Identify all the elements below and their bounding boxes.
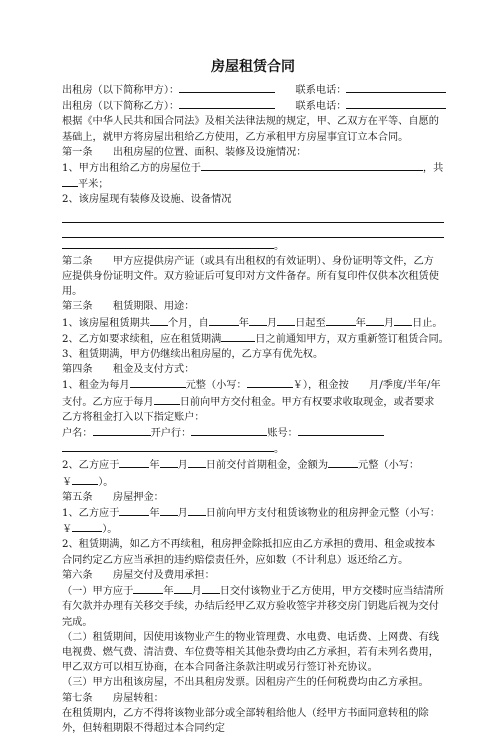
t: 个月，自 <box>167 317 209 329</box>
lessor-name-field[interactable] <box>179 82 275 93</box>
t: 年 <box>163 586 174 598</box>
first-rent-figure-field[interactable] <box>72 474 98 485</box>
t: ￥ <box>62 524 73 536</box>
art3-item3: 3、租赁期满，甲方仍继续出租房屋的，乙方享有优先权。 <box>62 349 324 361</box>
handover-month-field[interactable] <box>174 583 192 594</box>
first-rent-year-field[interactable] <box>119 457 149 468</box>
rent-due-day-field[interactable] <box>154 394 180 405</box>
t: 1、该房屋租赁期共 <box>62 317 150 329</box>
t: 开户行： <box>150 428 192 440</box>
t: 日起至 <box>295 317 326 329</box>
deposit-figure-field[interactable] <box>72 521 102 532</box>
rent-figure-field[interactable] <box>247 377 293 388</box>
lessor-label: 出租房（以下简称甲方）： <box>62 85 180 96</box>
t: 2、乙方如要求续租，应在租赁期满 <box>62 333 222 345</box>
contract-title: 房屋租赁合同 <box>211 59 295 75</box>
bank-field[interactable] <box>191 425 267 436</box>
start-year-field[interactable] <box>209 315 239 326</box>
handover-day-field[interactable] <box>202 583 220 594</box>
t: 日之前通知甲方，双方重新签订租赁合同。 <box>255 333 449 345</box>
house-location-field[interactable] <box>201 160 423 171</box>
area-unit: 平米； <box>78 179 109 191</box>
account-extra-field[interactable] <box>62 441 274 452</box>
contract-page <box>62 56 451 736</box>
handover-year-field[interactable] <box>133 583 163 594</box>
account-line <box>62 425 444 441</box>
lease-months-field[interactable] <box>150 315 168 326</box>
start-day-field[interactable] <box>277 315 295 326</box>
account-name-field[interactable] <box>93 425 151 436</box>
rent-amount-field[interactable] <box>130 377 186 388</box>
start-month-field[interactable] <box>249 315 267 326</box>
t: 元整（小写： <box>358 460 420 472</box>
first-rent-amount-field[interactable] <box>328 457 358 468</box>
lessee-phone-field[interactable] <box>346 98 446 109</box>
t: 年 <box>149 508 160 520</box>
fittings-line-3 <box>62 238 444 254</box>
art2: 第二条 甲方应提供房产证（或具有出租权的有效证明）、身份证明等文件，乙方应提供身份证明文件。双方验证后可复印对方文件备存。所有复印件仅供本次租赁使用。 <box>62 255 439 298</box>
t: 户名： <box>62 428 93 440</box>
art1-item1-area <box>62 176 444 192</box>
t: 2、乙方应于 <box>62 460 120 472</box>
t: ）。 <box>98 476 114 488</box>
t: 月 <box>383 317 395 329</box>
deposit-month-field[interactable] <box>160 505 178 516</box>
t: ￥），租金按 月/季度/半年/年 支付。乙方应于每月 <box>62 380 451 408</box>
art5-item1-b <box>62 521 444 537</box>
t: 月 <box>266 317 278 329</box>
t: 1、乙方应于 <box>62 508 120 520</box>
lessee-label: 出租房（以下简称乙方）： <box>62 101 180 113</box>
first-rent-month-field[interactable] <box>160 457 178 468</box>
t: 日前交付首期租金，金额为 <box>205 460 329 472</box>
art4-item2 <box>62 457 444 473</box>
lessee-phone-label: 联系电话： <box>295 101 347 113</box>
t: 1、租金为每月 <box>62 380 130 392</box>
house-area-field[interactable] <box>62 176 78 187</box>
deposit-year-field[interactable] <box>119 505 149 516</box>
t: 账号： <box>267 428 298 440</box>
art1-item1-text2: ，共 <box>422 163 444 175</box>
fittings-line-2[interactable] <box>62 223 444 238</box>
fittings-end: 。 <box>274 240 285 252</box>
lessee-line <box>62 98 444 114</box>
art7-body: 在租赁期内，乙方不得将该物业部分或全部转租给他人（经甲方书面同意转租的除外，但转租期限不得超过本合同约定 <box>62 707 429 734</box>
fittings-field-3[interactable] <box>62 238 274 249</box>
end-year-field[interactable] <box>326 315 356 326</box>
first-rent-day-field[interactable] <box>188 457 206 468</box>
t: 月 <box>177 508 188 520</box>
t: 元整（小写： <box>185 380 247 392</box>
t: 年 <box>355 317 366 329</box>
art3-item1 <box>62 315 444 331</box>
t: 日交付该物业于乙方使用，甲方交楼时应当结清所有欠款并办理有关移交手续，办结后经甲乙双方验收签字并移交房门钥匙后视为交付完成。 <box>62 586 444 628</box>
art5-heading: 第五条 房屋押金： <box>62 491 164 503</box>
art1-item2: 2、该房屋现有装修及设施、设备情况 <box>62 194 232 206</box>
art3-heading: 第三条 租赁期限、用途： <box>62 301 195 313</box>
art5-item2: 2、租赁期满，如乙方不再续租，租房押金除抵扣应由乙方承担的费用、租金或按本合同约定乙方应当承担的违约赔偿责任外，应如数（不计利息）返还给乙方。 <box>62 539 436 566</box>
t: ）。 <box>102 524 118 536</box>
fittings-line-1[interactable] <box>62 208 444 223</box>
lessee-name-field[interactable] <box>179 98 275 109</box>
t: 日前向甲方支付租赁该物业的租房押金元整（小写： <box>205 508 441 520</box>
art1-heading: 第一条 出租房屋的位置、面积、装修及设施情况： <box>62 146 307 158</box>
deposit-day-field[interactable] <box>188 505 206 516</box>
art5-item1 <box>62 505 444 521</box>
end-day-field[interactable] <box>394 315 412 326</box>
lessor-phone-field[interactable] <box>346 82 446 93</box>
art6-item3: （三）甲方出租该房屋，不出具租房发票。因租房产生的任何税费均由乙方承担。 <box>62 677 429 689</box>
t: 日止。 <box>412 317 443 329</box>
art6-item2: （二）租赁期间，因使用该物业产生的物业管理费、水电费、电话费、上网费、有线电视费、燃气费、清洁费、车位费等相关其他杂费均由乙方承担，若有未列名费用，甲乙双方可以相互协商，在本合同备注条款注明或另行签订补充协议。 <box>62 631 439 674</box>
t: ￥ <box>62 476 73 488</box>
t: （一）甲方应于 <box>62 586 134 598</box>
art6-item1 <box>62 583 444 630</box>
art4-heading: 第四条 租金及支付方式： <box>62 364 195 376</box>
renew-notice-field[interactable] <box>221 331 255 342</box>
t: 年 <box>149 460 160 472</box>
art6-heading: 第六条 房屋交付及费用承担： <box>62 569 215 581</box>
end-month-field[interactable] <box>366 315 384 326</box>
preamble: 根据《中华人民共和国合同法》及相关法律法规的规定，甲、乙双方在平等、自愿的基础上，就甲方将房屋出租给乙方使用，乙方承租甲方房屋事宜订立本合同。 <box>62 116 439 143</box>
art7-heading: 第七条 房屋转租： <box>62 692 164 704</box>
art1-item1-text: 1、甲方出租给乙方的房屋位于 <box>62 163 201 175</box>
t: 日前向甲方交付租金。甲方有权要求收取现金，或者要求乙方将租金打入以下指定账户： <box>62 396 435 423</box>
art4-item1 <box>62 377 451 425</box>
account-line-2 <box>62 441 444 457</box>
art3-item2 <box>62 331 449 347</box>
account-number-field[interactable] <box>298 425 384 436</box>
t: 月 <box>191 586 202 598</box>
t: 年 <box>238 317 249 329</box>
account-end: 。 <box>274 444 285 456</box>
lessor-phone-label: 联系电话： <box>295 85 347 96</box>
art4-item2-b <box>62 474 444 490</box>
lessor-line <box>62 82 444 98</box>
art1-item1 <box>62 160 444 176</box>
t: 月 <box>177 460 188 472</box>
